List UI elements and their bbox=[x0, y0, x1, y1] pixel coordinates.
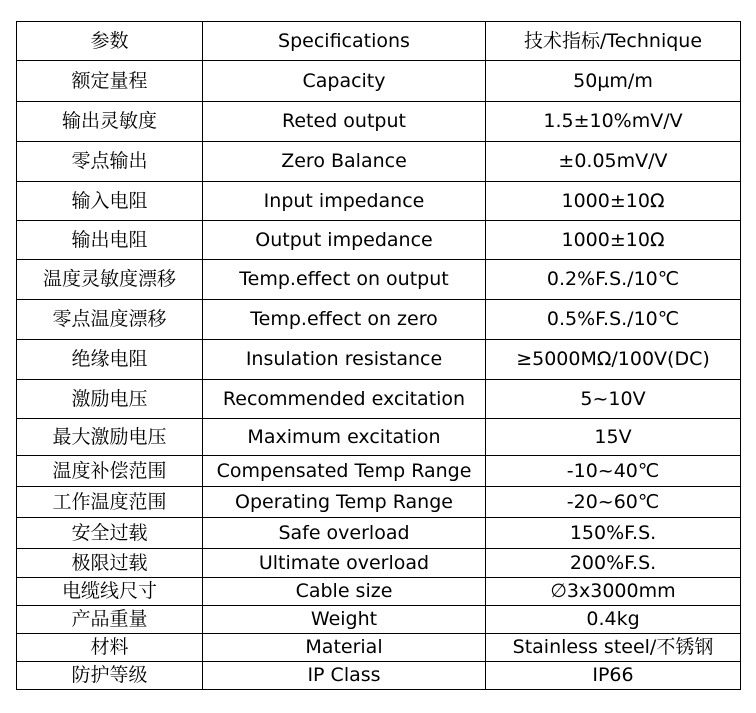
header-spec: Specifications bbox=[203, 22, 486, 61]
param-en: Recommended excitation bbox=[203, 380, 486, 419]
param-value: -20~60℃ bbox=[486, 487, 741, 518]
param-en: IP Class bbox=[203, 662, 486, 690]
param-en: Ultimate overload bbox=[203, 549, 486, 578]
param-value: ∅3x3000mm bbox=[486, 578, 741, 606]
param-value: ≥5000MΩ/100V(DC) bbox=[486, 340, 741, 380]
param-value: 1000±10Ω bbox=[486, 182, 741, 221]
header-row bbox=[17, 22, 741, 61]
param-en: Material bbox=[203, 634, 486, 662]
param-en: Maximum excitation bbox=[203, 419, 486, 456]
param-en: Capacity bbox=[203, 61, 486, 102]
param-value: 1.5±10%mV/V bbox=[486, 102, 741, 142]
param-value: -10~40℃ bbox=[486, 456, 741, 487]
table-row bbox=[17, 578, 741, 606]
table-row bbox=[17, 300, 741, 340]
param-en: Temp.effect on output bbox=[203, 260, 486, 300]
table-row bbox=[17, 102, 741, 142]
param-value: 5~10V bbox=[486, 380, 741, 419]
param-cn: 零点温度漂移 bbox=[17, 300, 203, 340]
table-row bbox=[17, 221, 741, 260]
param-en: Operating Temp Range bbox=[203, 487, 486, 518]
param-value: Stainless steel/不锈钢 bbox=[486, 634, 741, 662]
param-cn: 激励电压 bbox=[17, 380, 203, 419]
param-value: 15V bbox=[486, 419, 741, 456]
table-row bbox=[17, 518, 741, 549]
param-value: 150%F.S. bbox=[486, 518, 741, 549]
table-row bbox=[17, 182, 741, 221]
param-en: Reted output bbox=[203, 102, 486, 142]
param-en: Temp.effect on zero bbox=[203, 300, 486, 340]
table-row bbox=[17, 419, 741, 456]
param-cn: 绝缘电阻 bbox=[17, 340, 203, 380]
param-cn: 防护等级 bbox=[17, 662, 203, 690]
header-param: 参数 bbox=[17, 22, 203, 61]
table-row bbox=[17, 340, 741, 380]
param-en: Weight bbox=[203, 606, 486, 634]
param-cn: 安全过载 bbox=[17, 518, 203, 549]
table-row bbox=[17, 260, 741, 300]
param-cn: 输出灵敏度 bbox=[17, 102, 203, 142]
param-en: Input impedance bbox=[203, 182, 486, 221]
param-cn: 电缆线尺寸 bbox=[17, 578, 203, 606]
table-row bbox=[17, 456, 741, 487]
param-cn: 材料 bbox=[17, 634, 203, 662]
param-cn: 工作温度范围 bbox=[17, 487, 203, 518]
param-en: Output impedance bbox=[203, 221, 486, 260]
header-tech: 技术指标/Technique bbox=[486, 22, 741, 61]
param-en: Insulation resistance bbox=[203, 340, 486, 380]
param-cn: 额定量程 bbox=[17, 61, 203, 102]
param-en: Compensated Temp Range bbox=[203, 456, 486, 487]
param-cn: 输出电阻 bbox=[17, 221, 203, 260]
table-row bbox=[17, 142, 741, 182]
param-en: Cable size bbox=[203, 578, 486, 606]
specifications-table bbox=[16, 21, 741, 690]
param-cn: 温度补偿范围 bbox=[17, 456, 203, 487]
param-value: 0.2%F.S./10℃ bbox=[486, 260, 741, 300]
table-row bbox=[17, 662, 741, 690]
param-value: ±0.05mV/V bbox=[486, 142, 741, 182]
table-row bbox=[17, 61, 741, 102]
param-value: IP66 bbox=[486, 662, 741, 690]
param-cn: 零点输出 bbox=[17, 142, 203, 182]
param-value: 0.4kg bbox=[486, 606, 741, 634]
param-cn: 温度灵敏度漂移 bbox=[17, 260, 203, 300]
param-value: 0.5%F.S./10℃ bbox=[486, 300, 741, 340]
param-cn: 极限过载 bbox=[17, 549, 203, 578]
param-cn: 输入电阻 bbox=[17, 182, 203, 221]
param-cn: 最大激励电压 bbox=[17, 419, 203, 456]
param-value: 200%F.S. bbox=[486, 549, 741, 578]
param-en: Zero Balance bbox=[203, 142, 486, 182]
table-row bbox=[17, 380, 741, 419]
table-row bbox=[17, 549, 741, 578]
table-row bbox=[17, 606, 741, 634]
param-value: 50μm/m bbox=[486, 61, 741, 102]
table-row bbox=[17, 487, 741, 518]
param-en: Safe overload bbox=[203, 518, 486, 549]
table-row bbox=[17, 634, 741, 662]
param-cn: 产品重量 bbox=[17, 606, 203, 634]
param-value: 1000±10Ω bbox=[486, 221, 741, 260]
